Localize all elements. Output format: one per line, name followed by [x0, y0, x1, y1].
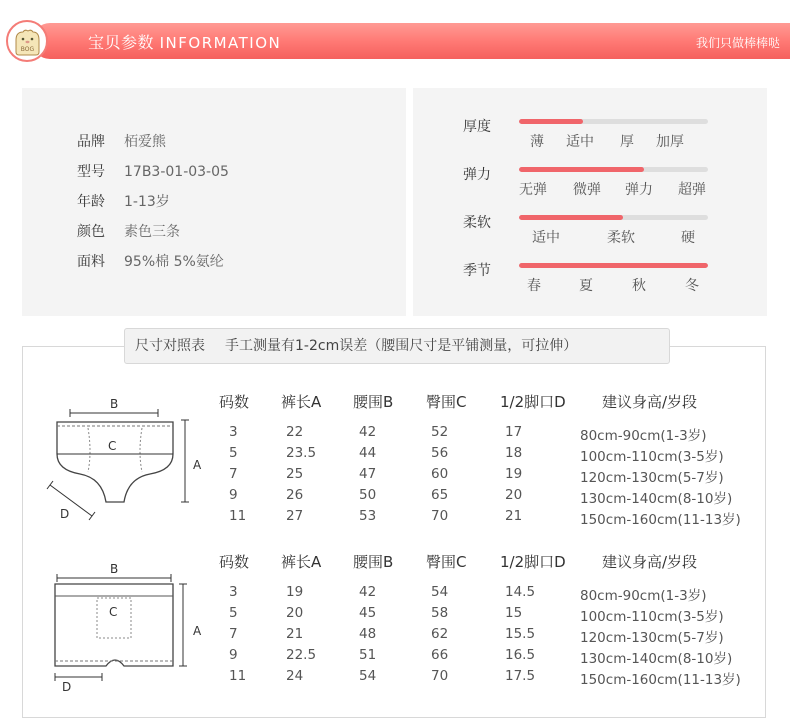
- table-header: 裤长A: [281, 393, 322, 411]
- table-header: 腰围B: [353, 553, 394, 571]
- bear-logo-icon: [11, 26, 43, 58]
- attr-value: 1-13岁: [124, 194, 170, 210]
- meter-option: 硬: [681, 230, 695, 246]
- table-cell: 54: [359, 668, 377, 684]
- table-cell: 20: [286, 605, 304, 621]
- product-attributes-panel: [22, 88, 406, 316]
- table-cell: 16.5: [505, 647, 536, 663]
- table-cell: 50: [359, 487, 377, 503]
- attr-value: 素色三条: [124, 224, 180, 240]
- svg-text:BOG: BOG: [20, 46, 35, 53]
- table-cell: 17: [505, 424, 523, 440]
- attr-row-brand: [77, 131, 166, 151]
- table-cell: 25: [286, 466, 304, 482]
- table-cell: 54: [431, 584, 449, 600]
- table-cell: 15: [505, 605, 523, 621]
- table-header: 臀围C: [426, 393, 467, 411]
- attr-key: 年龄: [77, 194, 105, 210]
- table-cell: 120cm-130cm(5-7岁): [580, 630, 724, 646]
- attr-value: 栢爱熊: [124, 134, 166, 150]
- table-cell: 3: [229, 424, 238, 440]
- table-cell: 44: [359, 445, 377, 461]
- header-banner: [0, 20, 790, 60]
- table-cell: 18: [505, 445, 523, 461]
- meter-label-softness: 柔软: [463, 215, 491, 231]
- size-chart-note: 手工测量有1-2cm误差（腰围尺寸是平铺测量，可拉伸）: [225, 338, 578, 354]
- table-cell: 120cm-130cm(5-7岁): [580, 470, 724, 486]
- diagram-label-c: C: [108, 439, 117, 453]
- size-chart-title-bar: [124, 328, 670, 364]
- table-cell: 42: [359, 584, 377, 600]
- meter-option: 夏: [579, 278, 593, 294]
- table-cell: 52: [431, 424, 449, 440]
- table-cell: 56: [431, 445, 449, 461]
- diagram-label-d: D: [62, 680, 72, 694]
- table-cell: 21: [286, 626, 304, 642]
- diagram-label-b: B: [110, 562, 119, 576]
- attr-value: 17B3-01-03-05: [124, 164, 229, 180]
- table-cell: 22.5: [286, 647, 317, 663]
- table-cell: 51: [359, 647, 377, 663]
- diagram-label-c: C: [109, 605, 118, 619]
- boxers-diagram: [40, 558, 220, 698]
- table-cell: 7: [229, 466, 238, 482]
- table-cell: 70: [431, 508, 449, 524]
- table-header: 1/2脚口D: [500, 553, 566, 571]
- table-cell: 150cm-160cm(11-13岁): [580, 672, 741, 688]
- diagram-label-a: A: [193, 624, 202, 638]
- meter-option: 适中: [532, 230, 560, 246]
- table-cell: 22: [286, 424, 304, 440]
- table-cell: 24: [286, 668, 304, 684]
- meter-track-thickness: [519, 119, 708, 124]
- table-header: 臀围C: [426, 553, 467, 571]
- meter-option: 冬: [685, 278, 699, 294]
- meter-option: 厚: [620, 134, 634, 150]
- table-cell: 19: [286, 584, 304, 600]
- banner-title-en: INFORMATION: [159, 34, 282, 52]
- table-cell: 66: [431, 647, 449, 663]
- table-cell: 17.5: [505, 668, 536, 684]
- banner-title: [88, 30, 281, 53]
- meter-label-thickness: 厚度: [463, 119, 491, 135]
- table-cell: 80cm-90cm(1-3岁): [580, 588, 707, 604]
- table-cell: 60: [431, 466, 449, 482]
- banner-title-cn: 宝贝参数: [88, 33, 155, 52]
- meter-fill-season: [519, 263, 708, 268]
- meter-track-elasticity: [519, 167, 708, 172]
- table-cell: 15.5: [505, 626, 536, 642]
- meter-option: 适中: [566, 134, 594, 150]
- table-cell: 70: [431, 668, 449, 684]
- table-cell: 150cm-160cm(11-13岁): [580, 512, 741, 528]
- table-cell: 47: [359, 466, 377, 482]
- attr-key: 面料: [77, 254, 105, 270]
- meter-label-season: 季节: [463, 263, 491, 279]
- meter-label-elasticity: 弹力: [463, 167, 491, 183]
- table-cell: 21: [505, 508, 523, 524]
- table-header: 腰围B: [353, 393, 394, 411]
- table-cell: 11: [229, 508, 247, 524]
- banner-slogan: 我们只做棒棒哒: [695, 36, 780, 50]
- table-cell: 58: [431, 605, 449, 621]
- diagram-label-a: A: [193, 458, 202, 472]
- table-cell: 3: [229, 584, 238, 600]
- table-cell: 26: [286, 487, 304, 503]
- table-cell: 5: [229, 605, 238, 621]
- meter-option: 秋: [632, 278, 646, 294]
- table-cell: 11: [229, 668, 247, 684]
- table-cell: 5: [229, 445, 238, 461]
- attr-row-model: [77, 161, 229, 181]
- diagram-label-d: D: [60, 507, 70, 521]
- meter-option: 春: [527, 278, 541, 294]
- table-header: 码数: [219, 393, 250, 411]
- meter-option: 超弹: [678, 182, 706, 198]
- diagram-label-b: B: [110, 397, 119, 411]
- size-chart-title: 尺寸对照表: [135, 338, 205, 354]
- table-cell: 100cm-110cm(3-5岁): [580, 449, 724, 465]
- meter-option: 柔软: [607, 230, 635, 246]
- table-cell: 130cm-140cm(8-10岁): [580, 491, 733, 507]
- meter-option: 微弹: [573, 182, 601, 198]
- table-header: 码数: [219, 553, 250, 571]
- briefs-diagram: [40, 392, 220, 527]
- attr-key: 品牌: [77, 134, 105, 150]
- attr-value: 95%棉 5%氨纶: [124, 254, 224, 270]
- attr-row-color: [77, 221, 180, 241]
- table-cell: 19: [505, 466, 523, 482]
- meter-option: 无弹: [519, 182, 547, 198]
- table-cell: 48: [359, 626, 377, 642]
- meter-option: 弹力: [625, 182, 653, 198]
- table-cell: 45: [359, 605, 377, 621]
- table-cell: 42: [359, 424, 377, 440]
- table-cell: 62: [431, 626, 449, 642]
- meter-track-season: [519, 263, 708, 268]
- table-cell: 9: [229, 487, 238, 503]
- brand-logo: [6, 20, 48, 62]
- table-cell: 65: [431, 487, 449, 503]
- table-header: 建议身高/岁段: [602, 393, 698, 411]
- table-cell: 53: [359, 508, 377, 524]
- table-header: 裤长A: [281, 553, 322, 571]
- table-cell: 100cm-110cm(3-5岁): [580, 609, 724, 625]
- meter-option: 薄: [530, 134, 544, 150]
- table-cell: 130cm-140cm(8-10岁): [580, 651, 733, 667]
- table-cell: 27: [286, 508, 304, 524]
- attr-row-fabric: [77, 251, 224, 271]
- meter-track-softness: [519, 215, 708, 220]
- meter-option: 加厚: [656, 134, 684, 150]
- product-features-panel: [413, 88, 767, 316]
- table-cell: 20: [505, 487, 523, 503]
- table-cell: 7: [229, 626, 238, 642]
- attr-row-age: [77, 191, 170, 211]
- meter-fill-thickness: [519, 119, 583, 124]
- table-cell: 9: [229, 647, 238, 663]
- attr-key: 型号: [77, 164, 105, 180]
- table-cell: 23.5: [286, 445, 317, 461]
- table-header: 1/2脚口D: [500, 393, 566, 411]
- meter-fill-elasticity: [519, 167, 644, 172]
- meter-fill-softness: [519, 215, 623, 220]
- table-cell: 14.5: [505, 584, 536, 600]
- attr-key: 颜色: [77, 224, 105, 240]
- table-header: 建议身高/岁段: [602, 553, 698, 571]
- table-cell: 80cm-90cm(1-3岁): [580, 428, 707, 444]
